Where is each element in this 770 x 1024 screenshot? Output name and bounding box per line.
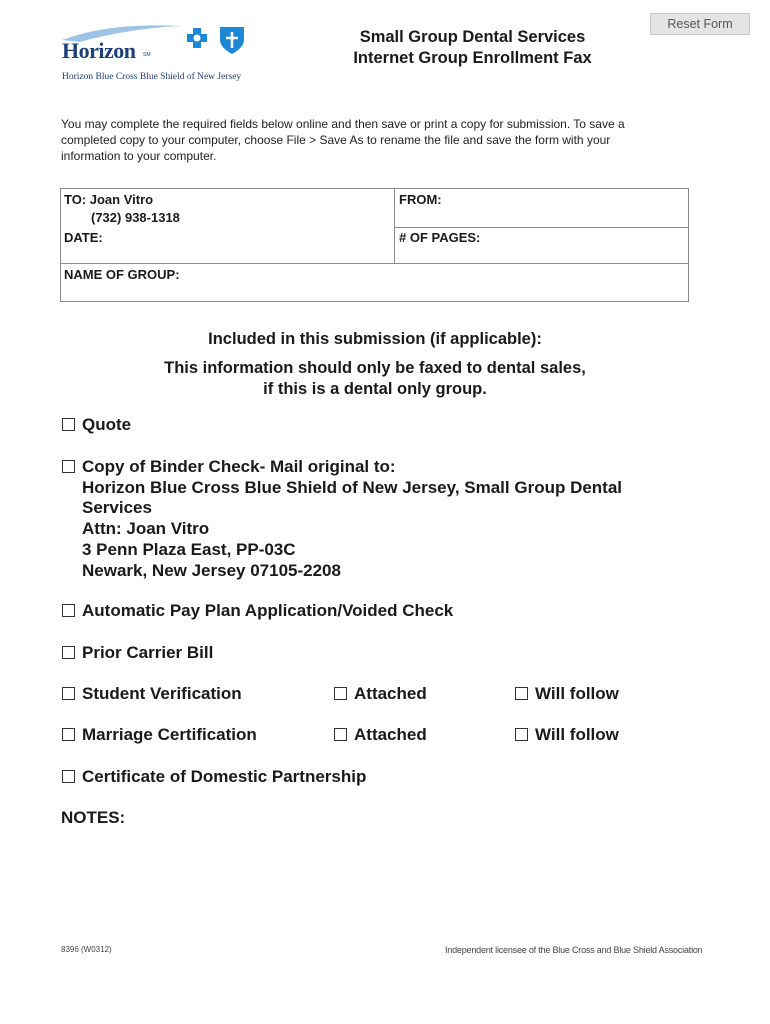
student-attached-checkbox[interactable] bbox=[334, 687, 347, 700]
to-phone: (732) 938-1318 bbox=[91, 210, 180, 225]
student-verification-label: Student Verification bbox=[82, 684, 242, 703]
group-name-label: NAME OF GROUP: bbox=[64, 267, 180, 282]
binder-check-checkbox[interactable] bbox=[62, 460, 75, 473]
pages-field[interactable] bbox=[496, 229, 685, 249]
title-line-2: Internet Group Enrollment Fax bbox=[353, 49, 592, 67]
marriage-attached-label: Attached bbox=[354, 725, 427, 744]
intro-text: You may complete the required fields below online and then save or print a copy for submission. To save a completed copy to your computer, choose File > Save As to rename the file and save the form with your information to your computer. bbox=[61, 117, 625, 163]
form-title bbox=[320, 27, 625, 69]
pages-label: # OF PAGES: bbox=[399, 230, 481, 245]
fax-cover-table bbox=[60, 188, 689, 302]
group-name-field[interactable] bbox=[201, 266, 685, 286]
binder-address-line-4: 3 Penn Plaza East, PP-03C bbox=[82, 540, 296, 559]
student-attached-label: Attached bbox=[354, 684, 427, 703]
logo-wordmark: Horizon bbox=[62, 38, 136, 63]
binder-address-line-1: Horizon Blue Cross Blue Shield of New Jersey, Small Group Dental bbox=[82, 478, 623, 497]
to-label: TO: Joan Vitro bbox=[64, 192, 154, 207]
prior-carrier-label: Prior Carrier Bill bbox=[82, 643, 214, 662]
quote-checkbox[interactable] bbox=[62, 418, 75, 431]
notes-label: NOTES: bbox=[61, 808, 126, 827]
binder-address-line-5: Newark, New Jersey 07105-2208 bbox=[82, 561, 341, 580]
submission-note-line-2: if this is a dental only group. bbox=[263, 380, 487, 398]
from-field[interactable] bbox=[451, 191, 685, 211]
licensee-statement: Independent licensee of the Blue Cross and Blue Shield Association bbox=[445, 945, 703, 955]
table-divider-horizontal bbox=[61, 263, 688, 264]
form-code: 8396 (W0312) bbox=[61, 945, 112, 954]
student-verification-checkbox[interactable] bbox=[62, 687, 75, 700]
marriage-will-follow-checkbox[interactable] bbox=[515, 728, 528, 741]
submission-note-line-1: This information should only be faxed to dental sales, bbox=[164, 359, 586, 377]
domestic-partnership-checkbox[interactable] bbox=[62, 770, 75, 783]
marriage-certification-label: Marriage Certification bbox=[82, 725, 257, 744]
logo-subtitle: Horizon Blue Cross Blue Shield of New Jersey bbox=[62, 72, 242, 82]
student-will-follow-checkbox[interactable] bbox=[515, 687, 528, 700]
logo-trademark: SM bbox=[143, 52, 151, 58]
from-label: FROM: bbox=[399, 192, 442, 207]
student-will-follow-label: Will follow bbox=[535, 684, 619, 703]
submission-heading: Included in this submission (if applicable): bbox=[208, 330, 542, 348]
binder-address-line-2: Services bbox=[82, 498, 152, 517]
table-divider-right bbox=[394, 227, 688, 228]
blue-cross-blue-shield-icon bbox=[186, 26, 250, 56]
domestic-partnership-label: Certificate of Domestic Partnership bbox=[82, 767, 367, 786]
binder-check-label: Copy of Binder Check- Mail original to: bbox=[82, 457, 396, 476]
date-field[interactable] bbox=[111, 229, 385, 249]
marriage-attached-checkbox[interactable] bbox=[334, 728, 347, 741]
autopay-checkbox[interactable] bbox=[62, 604, 75, 617]
marriage-certification-checkbox[interactable] bbox=[62, 728, 75, 741]
notes-field[interactable] bbox=[60, 835, 690, 935]
autopay-label: Automatic Pay Plan Application/Voided Check bbox=[82, 601, 454, 620]
marriage-will-follow-label: Will follow bbox=[535, 725, 619, 744]
quote-label: Quote bbox=[82, 415, 132, 434]
binder-address-line-3: Attn: Joan Vitro bbox=[82, 519, 210, 538]
prior-carrier-checkbox[interactable] bbox=[62, 646, 75, 659]
reset-form-button[interactable]: Reset Form bbox=[650, 13, 750, 35]
title-line-1: Small Group Dental Services bbox=[359, 28, 586, 46]
date-label: DATE: bbox=[64, 230, 103, 245]
